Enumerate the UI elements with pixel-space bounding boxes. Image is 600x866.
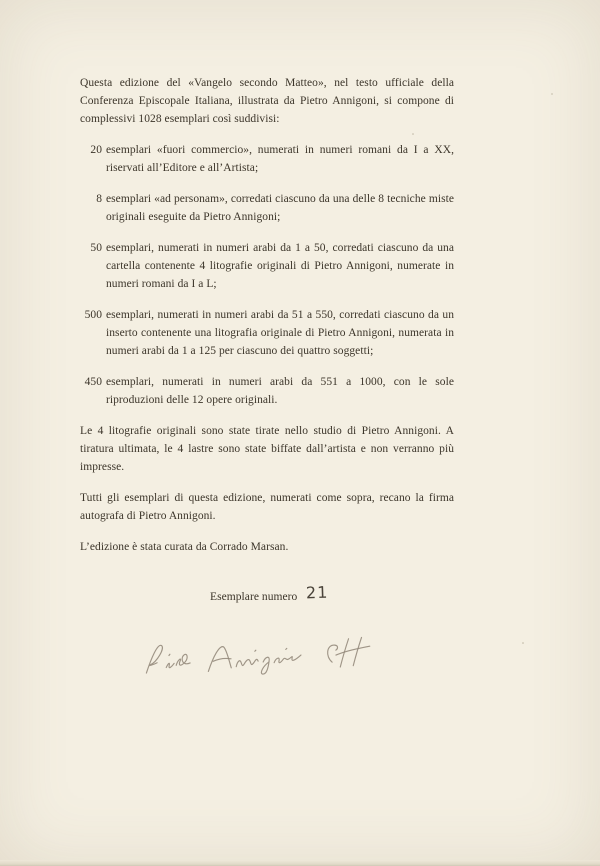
exemplar-label: Esemplare numero — [210, 591, 298, 603]
colophon-text-block — [80, 74, 454, 682]
item-description: esemplari «fuori commercio», numerati in numeri romani da I a XX, riservati all’Editore e all’Artista; — [106, 144, 454, 174]
colophon-intro: Questa edizione del «Vangelo secondo Matteo», nel testo ufficiale della Conferenza Episcopale Italiana, illustrata da Pietro Annigoni, si compone di complessivi 1028 esemplari così suddivisi: — [80, 77, 454, 125]
closing-paragraph: Tutti gli esemplari di questa edizione, numerati come sopra, recano la firma autografa di Pietro Annigoni. — [80, 492, 454, 522]
item-count: 500 — [84, 309, 102, 321]
closing-paragraph: L’edizione è stata curata da Corrado Marsan. — [80, 541, 289, 553]
exemplar-line — [210, 582, 454, 606]
item-description: esemplari, numerati in numeri arabi da 551 a 1000, con le sole riproduzioni delle 12 opere originali. — [106, 376, 454, 406]
paper-speck — [522, 642, 524, 644]
artist-signature — [135, 629, 390, 686]
item-count: 20 — [90, 144, 102, 156]
paper-speck — [551, 93, 553, 95]
page-bottom-edge — [0, 860, 600, 866]
edition-item — [80, 306, 454, 360]
edition-item — [80, 373, 454, 409]
closing-paragraph: Le 4 litografie originali sono state tirate nello studio di Pietro Annigoni. A tiratura ultimata, le 4 lastre sono state biffate dall’artista e non verranno più impresse. — [80, 425, 454, 473]
item-description: esemplari, numerati in numeri arabi da 1 a 50, corredati ciascuno da una cartella contenente 4 litografie originali di Pietro Annigoni, numerate in numeri romani da I a L; — [106, 242, 454, 290]
exemplar-number-handwritten: 21 — [306, 582, 330, 603]
item-description: esemplari «ad personam», corredati ciascuno da una delle 8 tecniche miste originali eseguite da Pietro Annigoni; — [106, 193, 454, 223]
item-count: 8 — [96, 193, 102, 205]
pencil-signature-strokes — [135, 629, 390, 686]
item-count: 450 — [84, 376, 102, 388]
item-description: esemplari, numerati in numeri arabi da 51 a 550, corredati ciascuno da un inserto contenente una litografia originale di Pietro Annigoni, numerata in numeri arabi da 1 a 125 per ciascuno dei quattro soggetti; — [106, 309, 454, 357]
edition-item — [80, 239, 454, 293]
paper-speck — [412, 133, 414, 135]
edition-item — [80, 141, 454, 177]
edition-item — [80, 190, 454, 226]
item-count: 50 — [90, 242, 102, 254]
